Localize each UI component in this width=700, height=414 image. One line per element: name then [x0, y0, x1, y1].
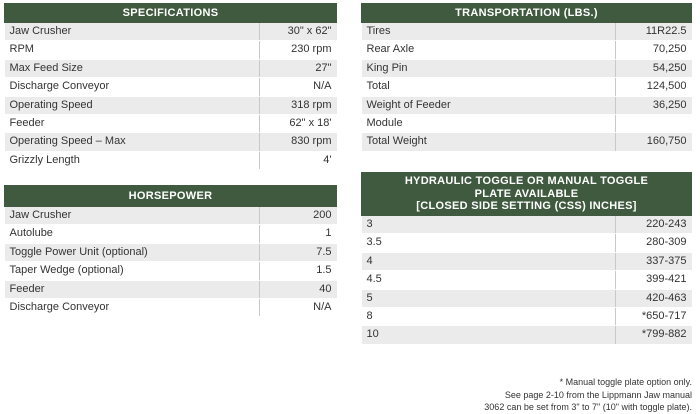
row-value: N/A: [260, 78, 337, 96]
table-row: [5, 41, 337, 59]
transportation-title: TRANSPORTATION (LBS.): [362, 4, 692, 23]
toggle-css-table: [361, 172, 692, 345]
toggle-title-line-3: [CLOSED SIDE SETTING (CSS) INCHES]: [416, 200, 637, 213]
row-value: 7.5: [260, 243, 337, 261]
row-label: Operating Speed – Max: [5, 133, 260, 151]
row-value: 11R22.5: [616, 23, 692, 41]
row-label: Total Weight: [362, 133, 616, 151]
row-label: Discharge Conveyor: [5, 299, 260, 317]
row-value: 200: [260, 207, 337, 225]
row-value: 230 rpm: [260, 41, 337, 59]
row-value: 420-463: [616, 289, 692, 307]
row-value: *650-717: [616, 308, 692, 326]
table-row: [362, 308, 692, 326]
row-value: 337-375: [616, 252, 692, 270]
row-label: Jaw Crusher: [5, 207, 260, 225]
row-value: [616, 115, 692, 133]
table-row: [362, 41, 692, 59]
table-row: [5, 225, 337, 243]
table-row: [5, 115, 337, 133]
row-label: 4.5: [362, 271, 616, 289]
table-row: [362, 326, 692, 344]
toggle-css-title: [362, 173, 692, 216]
row-label: 3: [362, 216, 616, 234]
row-value: 54,250: [616, 59, 692, 77]
toggle-title-line-1: HYDRAULIC TOGGLE OR MANUAL TOGGLE: [404, 175, 649, 188]
row-value: 160,750: [616, 133, 692, 151]
row-label: 10: [362, 326, 616, 344]
row-value: 62" x 18': [260, 115, 337, 133]
row-value: 280-309: [616, 234, 692, 252]
row-value: 124,500: [616, 78, 692, 96]
row-label: Weight of Feeder: [362, 96, 616, 114]
row-value: 30" x 62": [260, 23, 337, 41]
footnote-line-1: * Manual toggle plate option only.: [559, 377, 692, 387]
row-label: Total: [362, 78, 616, 96]
table-row: [362, 289, 692, 307]
footnotes: [352, 376, 692, 414]
transportation-table: [361, 3, 692, 152]
row-value: 27": [260, 59, 337, 77]
row-label: 4: [362, 252, 616, 270]
row-label: Feeder: [5, 280, 260, 298]
horsepower-table: [4, 185, 337, 317]
row-value: 70,250: [616, 41, 692, 59]
row-label: King Pin: [362, 59, 616, 77]
table-row: [362, 133, 692, 151]
row-label: Feeder: [5, 115, 260, 133]
row-label: Taper Wedge (optional): [5, 262, 260, 280]
row-label: Max Feed Size: [5, 59, 260, 77]
row-label: Toggle Power Unit (optional): [5, 243, 260, 261]
table-row: [5, 262, 337, 280]
footnote-line-2: See page 2-10 from the Lippmann Jaw manual: [504, 389, 692, 400]
table-row: [5, 96, 337, 114]
row-value: 830 rpm: [260, 133, 337, 151]
table-row: [5, 151, 337, 169]
table-row: [5, 280, 337, 298]
row-label: Rear Axle: [362, 41, 616, 59]
table-row: [362, 271, 692, 289]
row-label: 5: [362, 289, 616, 307]
row-label: RPM: [5, 41, 260, 59]
table-row: [5, 207, 337, 225]
table-row: [362, 96, 692, 114]
row-value: 1: [260, 225, 337, 243]
row-label: Autolube: [5, 225, 260, 243]
row-value: 399-421: [616, 271, 692, 289]
row-value: 40: [260, 280, 337, 298]
row-label: Module: [362, 115, 616, 133]
table-row: [5, 78, 337, 96]
row-value: 4': [260, 151, 337, 169]
table-row: [5, 243, 337, 261]
table-row: [362, 216, 692, 234]
table-row: [362, 23, 692, 41]
table-row: [362, 234, 692, 252]
row-value: 36,250: [616, 96, 692, 114]
toggle-title-line-2: PLATE AVAILABLE: [474, 187, 579, 200]
table-row: [362, 252, 692, 270]
row-label: Jaw Crusher: [5, 23, 260, 41]
row-label: 3.5: [362, 234, 616, 252]
row-value: N/A: [260, 299, 337, 317]
row-label: Tires: [362, 23, 616, 41]
table-row: [362, 59, 692, 77]
table-row: [362, 78, 692, 96]
table-row: [5, 23, 337, 41]
specifications-title: SPECIFICATIONS: [5, 4, 337, 23]
horsepower-title: HORSEPOWER: [5, 186, 337, 207]
table-row: [5, 299, 337, 317]
row-label: 8: [362, 308, 616, 326]
footnote-line-3: 3062 can be set from 3" to 7" (10" with toggle plate).: [484, 402, 692, 412]
table-row: [362, 115, 692, 133]
row-value: 220-243: [616, 216, 692, 234]
row-value: 1.5: [260, 262, 337, 280]
row-value: *799-882: [616, 326, 692, 344]
row-label: Operating Speed: [5, 96, 260, 114]
table-row: [5, 59, 337, 77]
row-value: 318 rpm: [260, 96, 337, 114]
row-label: Grizzly Length: [5, 151, 260, 169]
table-row: [5, 133, 337, 151]
specifications-table: [4, 3, 337, 170]
row-label: Discharge Conveyor: [5, 78, 260, 96]
